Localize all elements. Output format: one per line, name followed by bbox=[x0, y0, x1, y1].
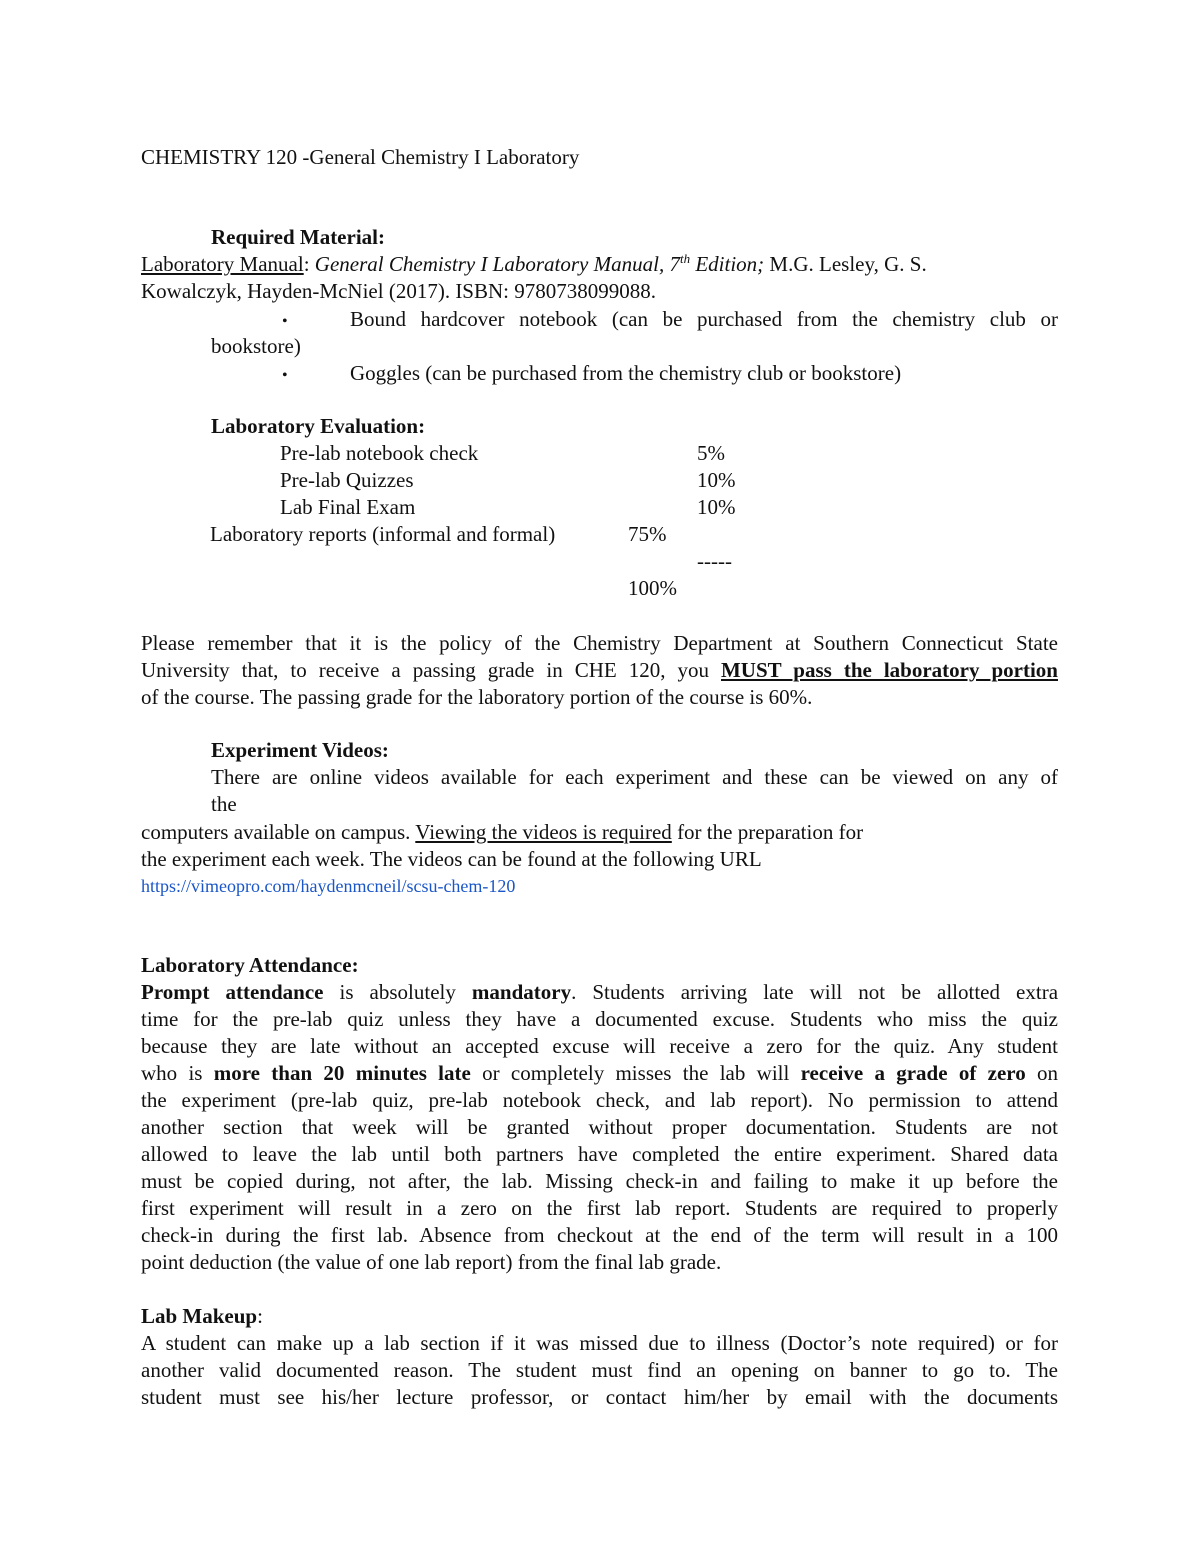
evaluation-row-value: 10% bbox=[697, 495, 736, 519]
attendance-line: first experiment will result in a zero on the first lab report. Students are required to properly bbox=[141, 1196, 1058, 1220]
manual-title: General Chemistry I Laboratory Manual, 7th Edition; bbox=[314, 251, 765, 276]
policy-line: University that, to receive a passing grade in CHE 120, you MUST pass the laboratory portion bbox=[141, 658, 1058, 682]
makeup-line: another valid documented reason. The student must find an opening on banner to go to. The bbox=[141, 1358, 1058, 1382]
attendance-line: another section that week will be granted without proper documentation. Students are not bbox=[141, 1115, 1058, 1139]
evaluation-heading: Laboratory Evaluation: bbox=[211, 414, 426, 438]
evaluation-row-label: Pre-lab Quizzes bbox=[280, 468, 414, 492]
manual-label: Laboratory Manual bbox=[141, 252, 304, 276]
manual-citation-line2: Kowalczyk, Hayden-McNiel (2017). ISBN: 9780738099088. bbox=[141, 279, 656, 303]
material-item-goggles: Goggles (can be purchased from the chemistry club or bookstore) bbox=[350, 361, 902, 385]
evaluation-reports-value: 75% bbox=[628, 522, 667, 546]
videos-line: the experiment each week. The videos can be found at the following URL bbox=[141, 847, 762, 871]
required-material-heading: Required Material: bbox=[211, 225, 385, 249]
manual-citation-line1: Laboratory Manual: General Chemistry I Laboratory Manual, 7th Edition; M.G. Lesley, G. S. bbox=[141, 251, 927, 276]
makeup-line: A student can make up a lab section if it was missed due to illness (Doctor’s note required) or for bbox=[141, 1331, 1058, 1355]
videos-url-link[interactable]: https://vimeopro.com/haydenmcneil/scsu-chem-120 bbox=[141, 876, 516, 896]
evaluation-row-value: 10% bbox=[697, 468, 736, 492]
attendance-line: point deduction (the value of one lab report) from the final lab grade. bbox=[141, 1250, 722, 1274]
videos-required-emphasis: Viewing the videos is required bbox=[415, 820, 672, 844]
attendance-line: allowed to leave the lab until both partners have completed the entire experiment. Shared data bbox=[141, 1142, 1058, 1166]
evaluation-total: 100% bbox=[628, 576, 677, 600]
bullet-icon: • bbox=[282, 367, 288, 384]
policy-line: of the course. The passing grade for the laboratory portion of the course is 60%. bbox=[141, 685, 813, 709]
videos-line: the bbox=[211, 792, 237, 816]
attendance-line: check-in during the first lab. Absence from checkout at the end of the term will result in a 100 bbox=[141, 1223, 1058, 1247]
policy-line: Please remember that it is the policy of the Chemistry Department at Southern Connecticut State bbox=[141, 631, 1058, 655]
attendance-line: who is more than 20 minutes late or completely misses the lab will receive a grade of zero on bbox=[141, 1061, 1059, 1085]
videos-line: computers available on campus. Viewing the videos is required for the preparation for bbox=[141, 820, 864, 844]
makeup-heading: Lab Makeup: bbox=[141, 1304, 263, 1328]
videos-heading: Experiment Videos: bbox=[211, 738, 389, 762]
attendance-heading: Laboratory Attendance: bbox=[141, 953, 359, 977]
evaluation-row-label: Lab Final Exam bbox=[280, 495, 416, 519]
attendance-line: must be copied during, not after, the lab. Missing check-in and failing to make it up before the bbox=[141, 1169, 1058, 1193]
evaluation-divider: ----- bbox=[697, 549, 732, 573]
page-title: CHEMISTRY 120 -General Chemistry I Laboratory bbox=[141, 145, 580, 169]
attendance-line: time for the pre-lab quiz unless they have a documented excuse. Students who miss the quiz bbox=[141, 1007, 1058, 1031]
evaluation-reports-label: Laboratory reports (informal and formal) bbox=[210, 522, 556, 546]
evaluation-row-label: Pre-lab notebook check bbox=[280, 441, 479, 465]
material-item-notebook: Bound hardcover notebook (can be purchased from the chemistry club or bbox=[350, 307, 1058, 331]
videos-line: There are online videos available for each experiment and these can be viewed on any of bbox=[211, 765, 1058, 789]
attendance-line: the experiment (pre-lab quiz, pre-lab notebook check, and lab report). No permission to attend bbox=[141, 1088, 1058, 1112]
evaluation-row-value: 5% bbox=[697, 441, 725, 465]
attendance-line: because they are late without an accepted excuse will receive a zero for the quiz. Any student bbox=[141, 1034, 1058, 1058]
makeup-line: student must see his/her lecture professor, or contact him/her by email with the documents bbox=[141, 1385, 1058, 1409]
bullet-icon: • bbox=[282, 313, 288, 330]
material-item-notebook-cont: bookstore) bbox=[211, 334, 301, 358]
attendance-line: Prompt attendance is absolutely mandatory. Students arriving late will not be allotted extra bbox=[141, 980, 1059, 1004]
policy-emphasis: MUST pass the laboratory portion bbox=[720, 658, 1058, 682]
